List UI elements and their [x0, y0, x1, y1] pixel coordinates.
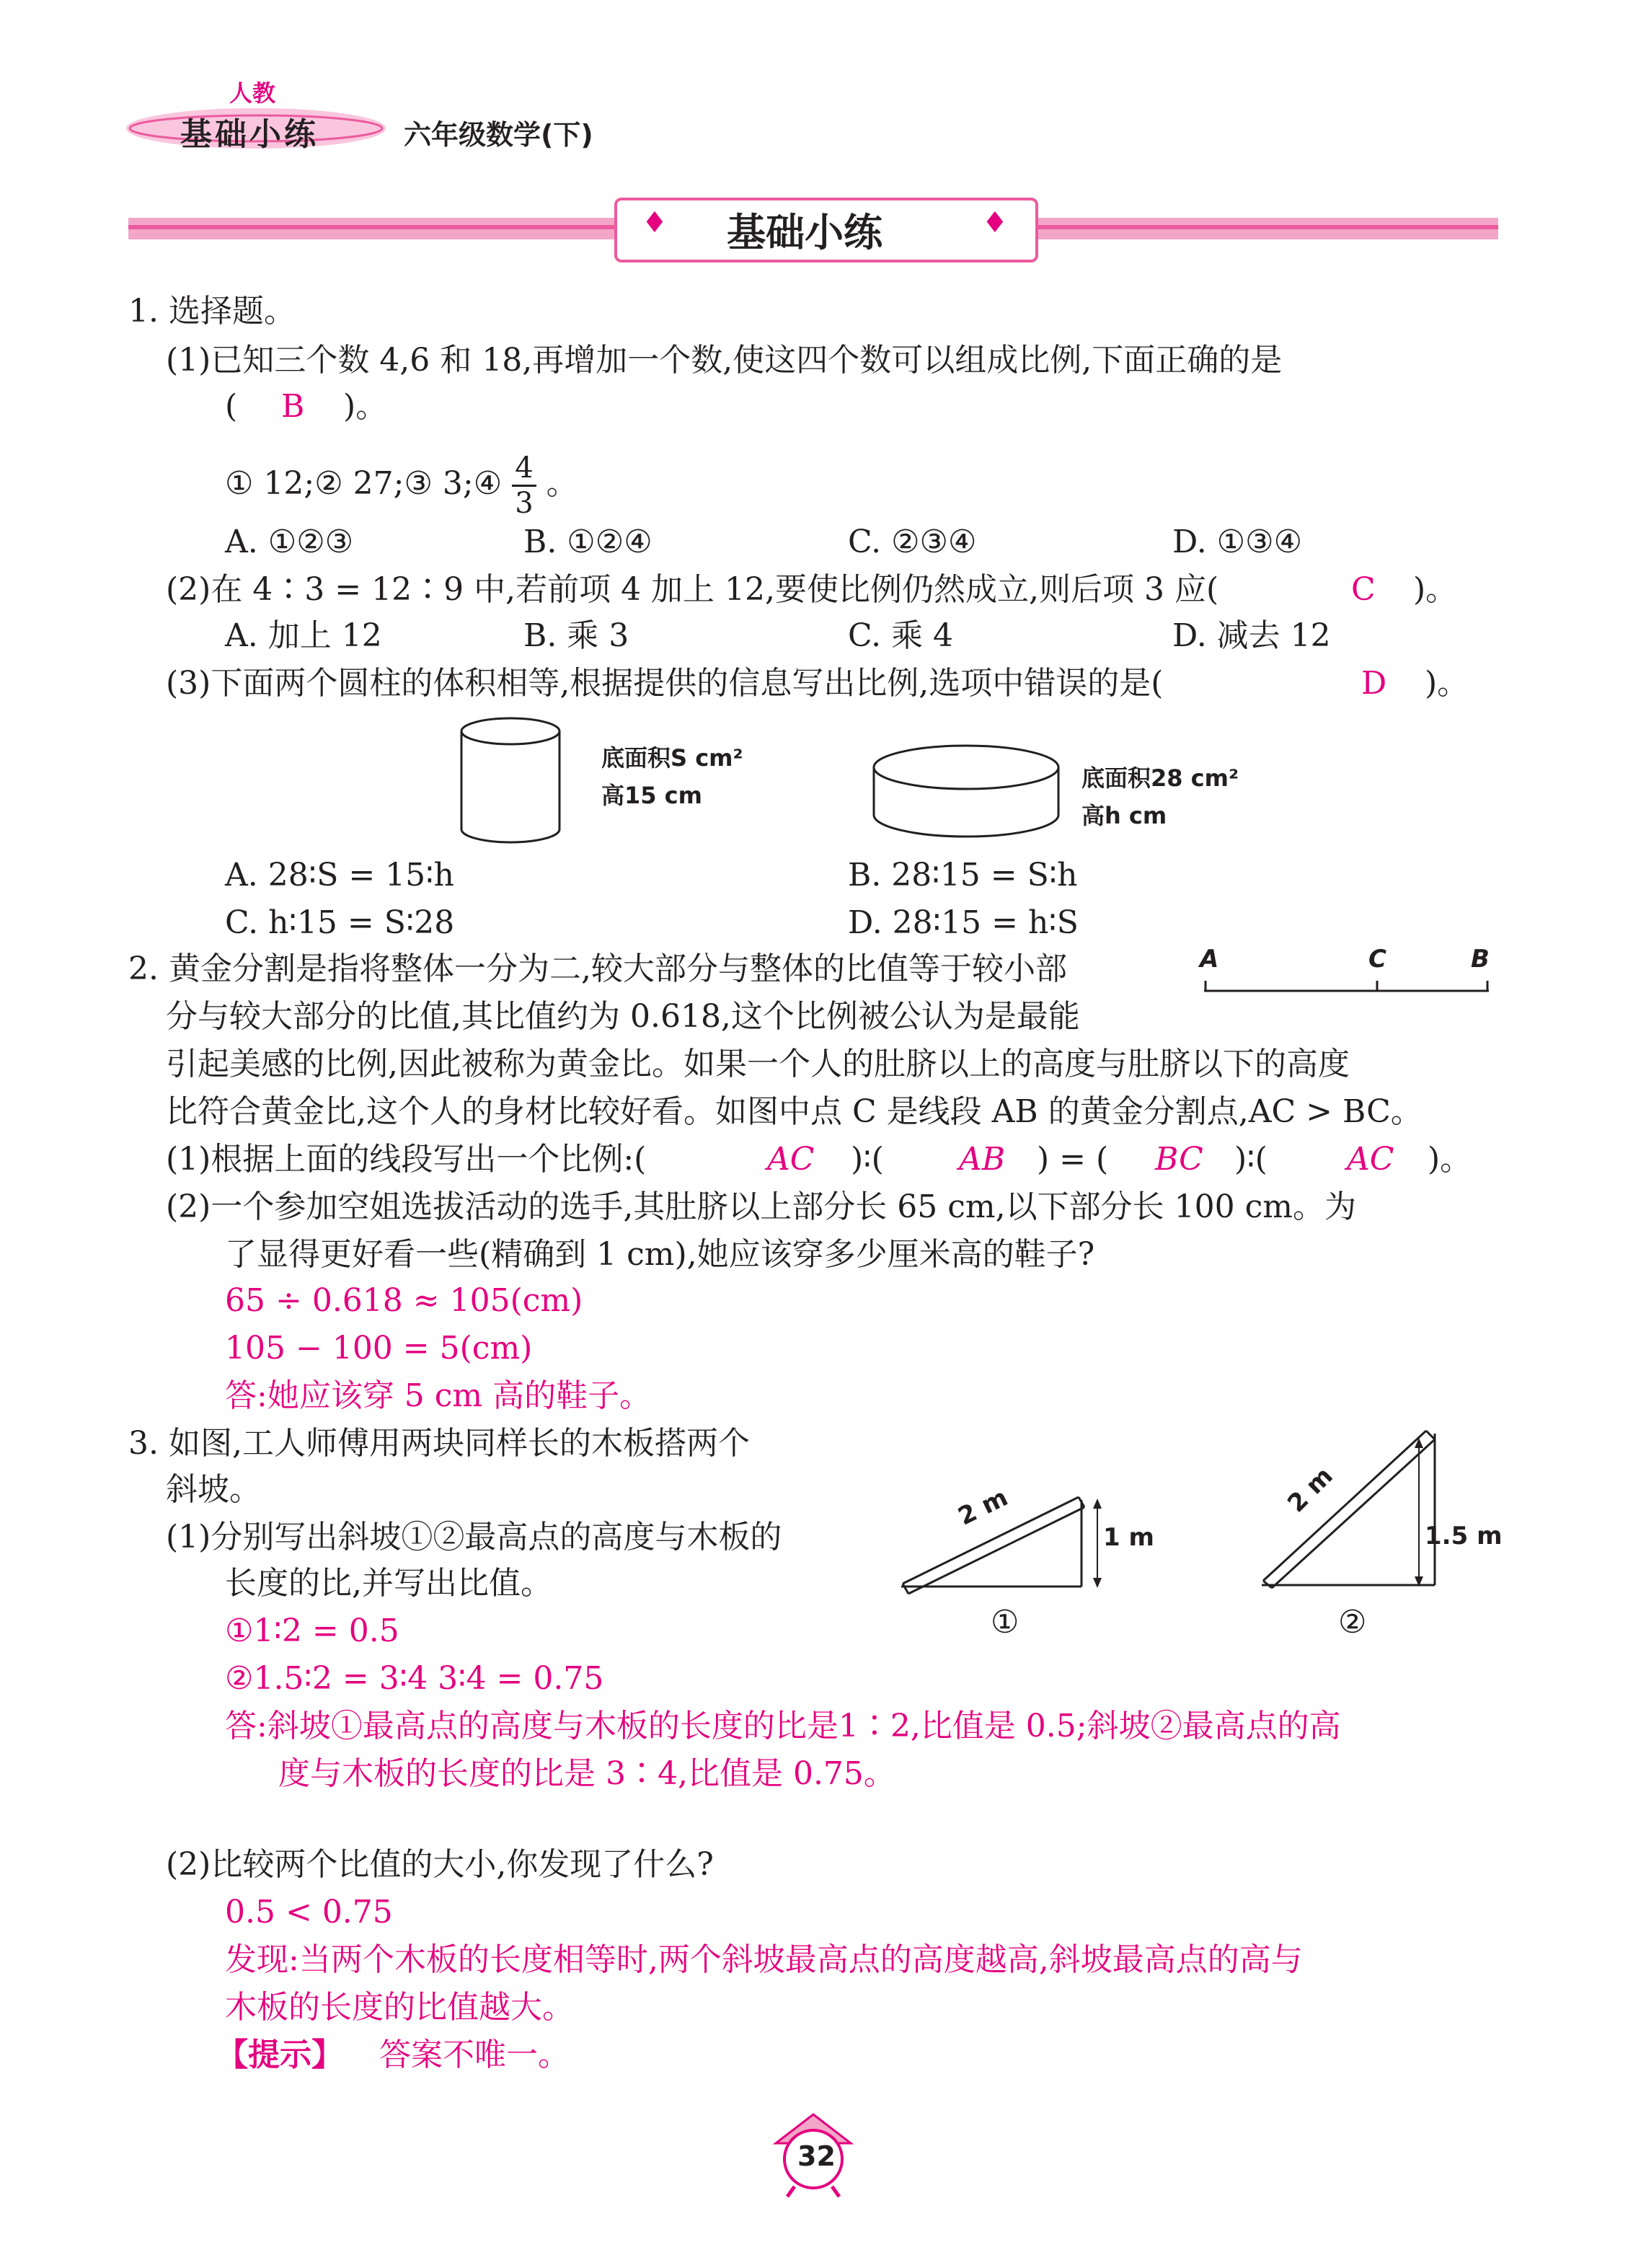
- q2-p2-answer-2: 105 − 100 = 5(cm): [225, 1330, 533, 1367]
- slope-2-height-label: 1.5 m: [1425, 1522, 1503, 1550]
- fraction: $\frac{4}{3}$: [512, 451, 536, 520]
- q1-p1-option-c: C. ②③④: [848, 524, 977, 560]
- q2-p2-answer-1: 65 ÷ 0.618 ≈ 105(cm): [225, 1282, 583, 1319]
- q3-p1-answer-2: ②1.5∶2 = 3∶4 3∶4 = 0.75: [225, 1660, 604, 1697]
- slope-1-height-label: 1 m: [1103, 1523, 1154, 1552]
- q2-p1-sep-4: )。: [1428, 1141, 1472, 1178]
- point-b-label: B: [1471, 945, 1490, 974]
- q1-p1-option-b: B. ①②④: [523, 524, 652, 560]
- point-a-label: A: [1200, 945, 1219, 974]
- cyl2-area-label: 底面积28 cm²: [1081, 764, 1239, 792]
- q1-p2-option-c: C. 乘 4: [848, 617, 954, 654]
- header-publisher: 人教: [229, 79, 276, 107]
- q1-p2-option-d: D. 减去 12: [1172, 617, 1331, 654]
- hint-text: 答案不唯一。: [379, 2037, 570, 2073]
- header-series: 基础小练: [180, 116, 319, 153]
- q1-p2-option-a: A. 加上 12: [225, 617, 382, 654]
- cyl2-height-label: 高h cm: [1081, 802, 1167, 829]
- section-title: 基础小练: [727, 210, 882, 255]
- q1-p2-text: (2)在 4∶3 = 12∶9 中,若前项 4 加上 12,要使比例仍然成立,则后项 3 应(: [166, 571, 1219, 608]
- q3-p2-answer-2: 发现:当两个木板的长度相等时,两个斜坡最高点的高度越高,斜坡最高点的高与: [225, 1941, 1303, 1978]
- q1-p3-text: (3)下面两个圆柱的体积相等,根据提供的信息写出比例,选项中错误的是(: [166, 665, 1164, 702]
- q2-line-3: 引起美感的比例,因此被称为黄金比。如果一个人的肚脐以上的高度与肚脐以下的高度: [166, 1046, 1350, 1082]
- q1-p1-bracket-open: (: [225, 388, 238, 425]
- q2-p1-sep-3: )∶(: [1234, 1141, 1268, 1178]
- q2-p2-line-1: (2)一个参加空姐选拔活动的选手,其肚脐以上部分长 65 cm,以下部分长 100 cm。为: [166, 1188, 1356, 1225]
- q1-p1-option-a: A. ①②③: [225, 524, 354, 560]
- q1-p3-option-b: B. 28∶15 = S∶h: [848, 857, 1078, 893]
- q2-p1-sep-2: ) = (: [1037, 1141, 1109, 1178]
- header-subject: 六年级数学(下): [404, 119, 593, 151]
- diamond-icon: ♦: [642, 206, 668, 239]
- q2-p1-answer-4: AC: [1347, 1141, 1394, 1178]
- q2-p1-answer-2: AB: [959, 1141, 1006, 1178]
- q1-title: 1. 选择题。: [128, 293, 296, 330]
- q1-p3-option-a: A. 28∶S = 15∶h: [225, 857, 454, 893]
- q2-p1-answer-3: BC: [1155, 1141, 1203, 1178]
- q1-p3-option-d: D. 28∶15 = h∶S: [848, 904, 1079, 941]
- slope-1-figure: [894, 1471, 1125, 1608]
- q3-line-4: 长度的比,并写出比值。: [225, 1565, 552, 1602]
- slope-1-board-label: 2 m: [953, 1483, 1013, 1532]
- q1-p1-answer: B: [281, 388, 305, 425]
- q3-line-2: 斜坡。: [166, 1471, 261, 1508]
- q2-p2-answer-3: 答:她应该穿 5 cm 高的鞋子。: [225, 1377, 652, 1414]
- q1-p2-answer: C: [1351, 571, 1376, 608]
- q3-line-1: 3. 如图,工人师傅用两块同样长的木板搭两个: [128, 1425, 750, 1462]
- q1-p2-bracket-close: )。: [1413, 571, 1458, 608]
- cyl1-area-label: 底面积S cm²: [601, 744, 743, 772]
- q3-p1-answer-4: 度与木板的长度的比是 3∶4,比值是 0.75。: [278, 1755, 895, 1792]
- q1-p2-option-b: B. 乘 3: [523, 617, 629, 654]
- golden-segment-figure: [1197, 959, 1500, 1002]
- q3-line-3: (1)分别写出斜坡①②最高点的高度与木板的: [166, 1519, 782, 1556]
- q3-p2-answer-1: 0.5 < 0.75: [225, 1894, 393, 1931]
- q1-p1-text: (1)已知三个数 4,6 和 18,再增加一个数,使这四个数可以组成比例,下面正确的是: [166, 342, 1283, 379]
- tall-cylinder-figure: [454, 714, 570, 851]
- slope-2-number: ②: [1338, 1604, 1367, 1641]
- flat-cylinder-figure: [865, 736, 1067, 851]
- q2-p2-line-2: 了显得更好看一些(精确到 1 cm),她应该穿多少厘米高的鞋子?: [225, 1236, 1095, 1273]
- slope-2-board-label: 2 m: [1282, 1461, 1339, 1519]
- slope-1-number: ①: [991, 1604, 1019, 1641]
- page-number: 32: [797, 2140, 836, 2172]
- q2-p1-answer-1: AC: [767, 1141, 815, 1178]
- hint-label: 【提示】: [216, 2037, 343, 2073]
- q1-p1-items: ① 12;② 27;③ 3;④ $\frac{4}{3}$ 。: [225, 451, 578, 520]
- q1-p3-bracket-close: )。: [1425, 665, 1469, 702]
- q1-p3-answer: D: [1361, 665, 1387, 702]
- q3-p2-text: (2)比较两个比值的大小,你发现了什么?: [166, 1846, 714, 1883]
- q2-p1-text: (1)根据上面的线段写出一个比例:(: [166, 1141, 647, 1178]
- q1-p1-option-d: D. ①③④: [1172, 524, 1303, 560]
- q3-p1-answer-1: ①1∶2 = 0.5: [225, 1612, 399, 1649]
- diamond-icon: ♦: [982, 206, 1008, 239]
- q2-line-4: 比符合黄金比,这个人的身材比较好看。如图中点 C 是线段 AB 的黄金分割点,AC > BC。: [166, 1093, 1423, 1130]
- q2-line-1: 2. 黄金分割是指将整体一分为二,较大部分与整体的比值等于较小部: [128, 950, 1067, 987]
- point-c-label: C: [1368, 945, 1386, 974]
- q1-p1-bracket-close: )。: [343, 388, 388, 425]
- q2-line-2: 分与较大部分的比值,其比值约为 0.618,这个比例被公认为是最能: [166, 998, 1080, 1035]
- q3-p1-answer-3: 答:斜坡①最高点的高度与木板的长度的比是1∶2,比值是 0.5;斜坡②最高点的高: [225, 1708, 1341, 1744]
- q3-p2-answer-3: 木板的长度的比值越大。: [225, 1989, 574, 2026]
- q2-p1-sep-1: )∶(: [851, 1141, 884, 1178]
- cyl1-height-label: 高15 cm: [601, 782, 702, 809]
- q1-p3-option-c: C. h∶15 = S∶28: [225, 904, 455, 941]
